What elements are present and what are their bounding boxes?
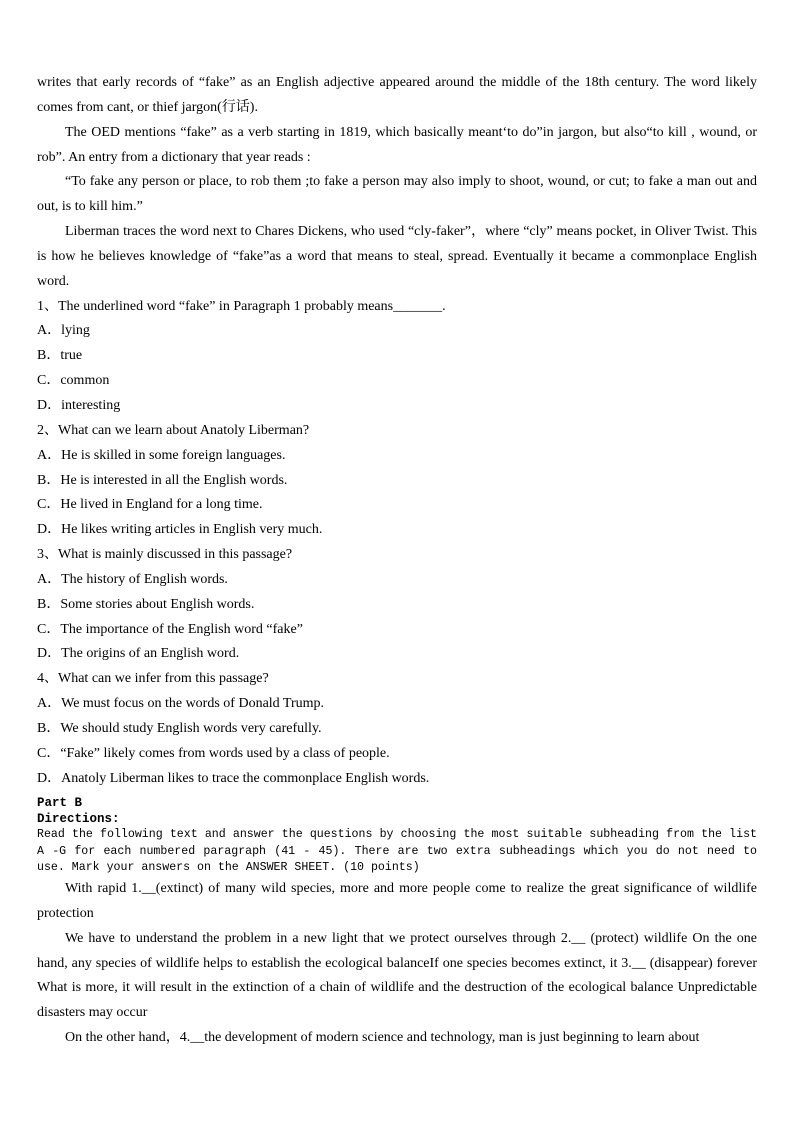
passage-paragraph: writes that early records of “fake” as an English adjective appeared around the middle of the 18th century. The word likely comes from cant, or thief jargon(行话).: [37, 75, 757, 115]
cloze-paragraph: With rapid 1.__(extinct) of many wild species, more and more people come to realize the great significance of wildlife protection: [37, 881, 757, 921]
directions-text: Read the following text and answer the questions by choosing the most suitable subheading from the list A -G for each numbered paragraph (41 - 45). There are two extra subheadings which you do not need to use. Mark your answers on the ANSWER SHEET. (10 points): [37, 828, 757, 874]
question-block: [37, 419, 757, 543]
question-option: A．The history of English words.: [37, 571, 228, 587]
question-stem: 4、What can we infer from this passage?: [37, 671, 269, 687]
question-option: D．The origins of an English word.: [37, 646, 240, 662]
question-block: [37, 295, 757, 419]
cloze-paragraph: We have to understand the problem in a new light that we protect ourselves through 2.__ (protect) wildlife On the one hand, any species of wildlife helps to establish the ecological balanceIf one species becomes extinct, it 3.__ (disappear) forever What is more, it will result in the extinction of a chain of wildlife and the destruction of the ecological balance Unpredictable disasters may occur: [37, 930, 757, 1021]
question-option: A．lying: [37, 323, 90, 339]
question-option: D．He likes writing articles in English very much.: [37, 522, 323, 538]
question-option: B．true: [37, 348, 83, 364]
question-stem: 3、What is mainly discussed in this passage?: [37, 547, 293, 563]
question-option: B．We should study English words very carefully.: [37, 720, 322, 736]
cloze-section: [37, 877, 757, 1051]
cloze-paragraph: On the other hand，4.__the development of modern science and technology, man is just beginning to learn about: [65, 1030, 700, 1046]
question-block: [37, 667, 757, 791]
question-stem: 2、What can we learn about Anatoly Liberman?: [37, 422, 310, 438]
directions-label: Directions:: [37, 811, 120, 826]
question-option: C．“Fake” likely comes from words used by a class of people.: [37, 745, 390, 761]
passage-paragraph: “To fake any person or place, to rob them ;to fake a person may also imply to shoot, wound, or cut; to fake a man out and out, is to kill him.”: [37, 174, 757, 215]
question-option: D．Anatoly Liberman likes to trace the commonplace English words.: [37, 770, 430, 786]
question-option: A．He is skilled in some foreign languages.: [37, 447, 286, 463]
question-option: D．interesting: [37, 397, 121, 413]
question-block: [37, 543, 757, 667]
question-option: B．Some stories about English words.: [37, 596, 255, 612]
questions-section: [37, 295, 757, 792]
question-option: C．He lived in England for a long time.: [37, 497, 263, 513]
question-option: C．common: [37, 373, 110, 389]
question-option: B．He is interested in all the English words.: [37, 472, 288, 488]
passage-paragraph: Liberman traces the word next to Chares Dickens, who used “cly-faker”，where “cly” means pocket, in Oliver Twist. This is how he believes knowledge of “fake”as a word that means to steal, spread. Eventually it became a commonplace English word.: [37, 224, 757, 289]
question-option: C．The importance of the English word “fake”: [37, 621, 303, 637]
question-stem: 1、The underlined word “fake” in Paragraph 1 probably means_______.: [37, 298, 446, 314]
passage-section: [37, 71, 757, 295]
passage-paragraph: The OED mentions “fake” as a verb starting in 1819, which basically meant‘to do”in jargon, but also“to kill , wound, or rob”. An entry from a dictionary that year reads :: [37, 124, 757, 165]
part-b-heading: Part B: [37, 796, 83, 811]
part-b-section: [37, 796, 757, 876]
question-option: A．We must focus on the words of Donald Trump.: [37, 696, 325, 712]
